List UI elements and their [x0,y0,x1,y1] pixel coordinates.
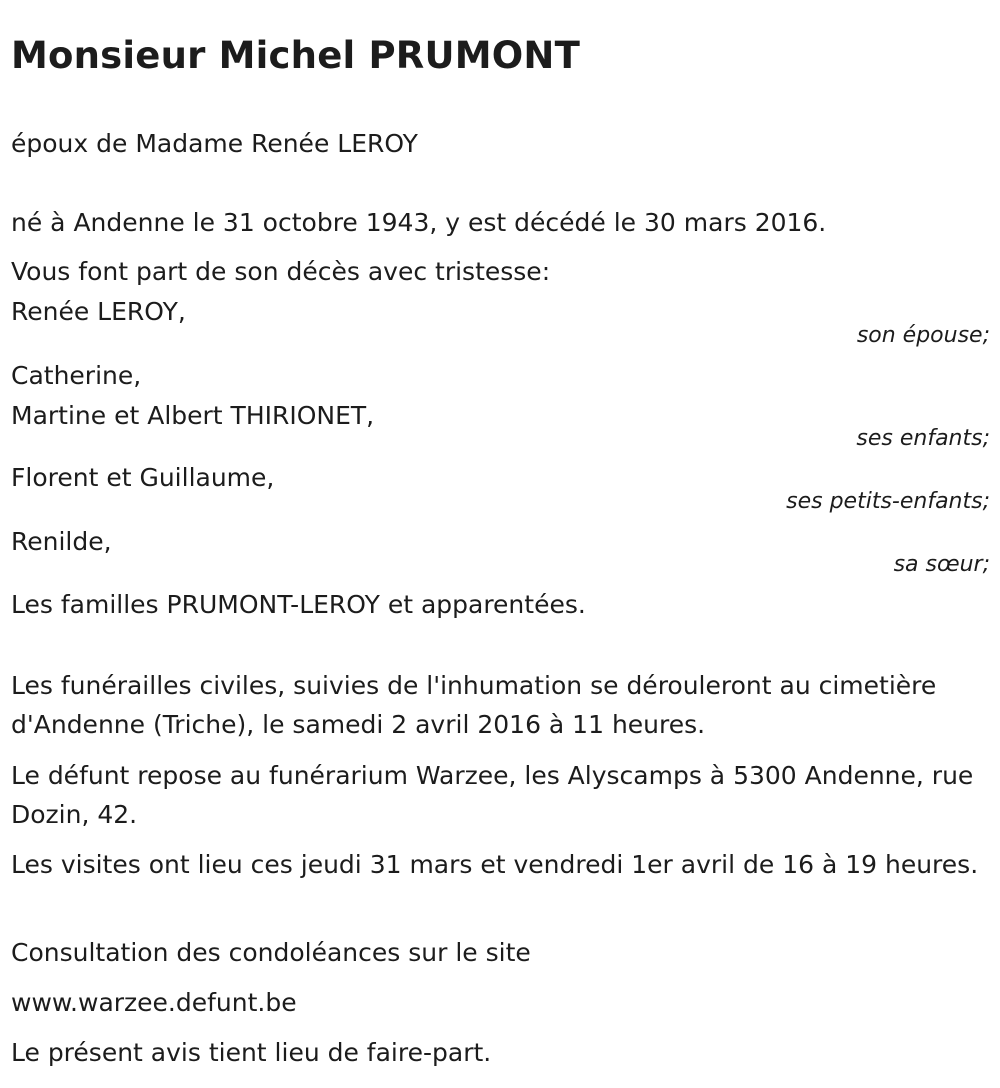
family-member-sister: Renilde, [11,527,112,556]
visits-details: Les visites ont lieu ces jeudi 31 mars et vendredi 1er avril de 16 à 19 heures. [11,850,979,879]
family-member-spouse: Renée LEROY, [11,297,186,326]
family-role-sister: sa sœur; [893,552,990,577]
repose-details: Le défunt repose au funérarium Warzee, les Alyscamps à 5300 Andenne, rue Dozin, 42. [11,761,974,829]
condolences-line: Consultation des condoléances sur le site [11,938,531,967]
family-member-child-2: Martine et Albert THIRIONET, [11,401,375,430]
family-member-grandchildren: Florent et Guillaume, [11,463,275,492]
funeral-details: Les funérailles civiles, suivies de l'inhumation se dérouleront au cimetière d'Andenne (Triche), le samedi 2 avril 2016 à 11 heures. [11,671,937,739]
birth-death-line: né à Andenne le 31 octobre 1943, y est décédé le 30 mars 2016. [11,208,827,237]
website-link[interactable]: www.warzee.defunt.be [11,988,297,1017]
family-role-spouse: son épouse; [856,323,990,348]
family-role-grandchildren: ses petits-enfants; [786,489,990,514]
family-member-child-1: Catherine, [11,361,142,390]
closing-line: Le présent avis tient lieu de faire-part. [11,1038,492,1067]
announcement-intro: Vous font part de son décès avec tristesse: [11,257,551,286]
families-line: Les familles PRUMONT-LEROY et apparentées. [11,590,586,619]
page-title: Monsieur Michel PRUMONT [11,34,581,77]
family-role-children: ses enfants; [856,426,990,451]
spouse-line: époux de Madame Renée LEROY [11,129,418,158]
